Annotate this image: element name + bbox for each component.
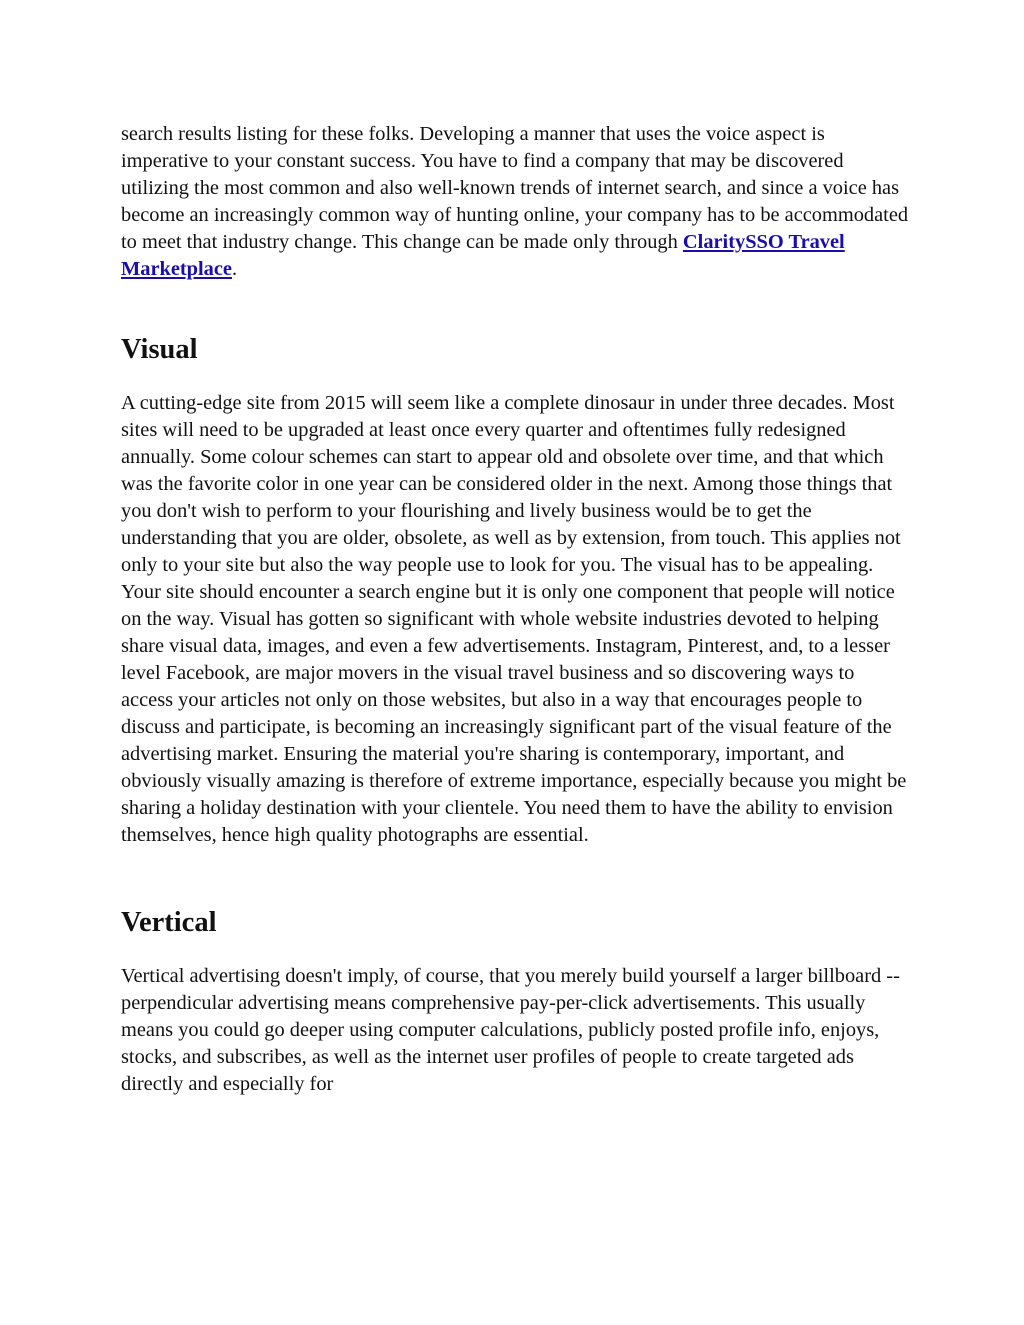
section-heading-vertical: Vertical <box>121 907 217 938</box>
section-body-vertical: Vertical advertising doesn't imply, of course, that you merely build yourself a larger billboard -- perpendicular advertising means comprehensive pay-per-click advertisements. This usually means you could go deeper using computer calculations, publicly posted profile info, enjoys, stocks, and subscribes, as well as the internet user profiles of people to create targeted ads directly and especially for <box>121 965 900 1095</box>
intro-text-end: . <box>231 258 238 280</box>
document-page <box>121 121 911 1098</box>
intro-paragraph <box>121 121 911 283</box>
intro-text: search results listing for these folks. Developing a manner that uses the voice aspect is imperative to your constant success. You have to find a company that may be discovered utilizing the most common and also well-known trends of internet search, and since a voice has become an increasingly common way of hunting online, your company has to be accommodated to meet that industry change. This change can be made only through <box>121 123 909 253</box>
section-heading-visual: Visual <box>121 334 198 365</box>
claritysso-marketplace-link[interactable]: ClaritySSO Travel Marketplace <box>121 231 845 280</box>
section-body-visual: A cutting-edge site from 2015 will seem like a complete dinosaur in under three decades. Most sites will need to be upgraded at least once every quarter and oftentimes fully redesigned annually. Some colour schemes can start to appear old and obsolete over time, and that which was the favorite color in one year can be considered older in the next. Among those things that you don't wish to perform to your flourishing and lively business would be to get the understanding that you are older, obsolete, as well as by extension, from touch. This applies not only to your site but also the way people use to look for you. The visual has to be appealing. Your site should encounter a search engine but it is only one component that people will notice on the way. Visual has gotten so significant with whole website industries devoted to helping share visual data, images, and even a few advertisements. Instagram, Pinterest, and, to a lesser level Facebook, are major movers in the visual travel business and so discovering ways to access your articles not only on those websites, but also in a way that encourages people to discuss and participate, is becoming an increasingly significant part of the visual feature of the advertising market. Ensuring the material you're sharing is contemporary, important, and obviously visually amazing is therefore of extreme importance, especially because you might be sharing a holiday destination with your clientele. You need them to have the ability to envision themselves, hence high quality photographs are essential. <box>121 392 907 846</box>
